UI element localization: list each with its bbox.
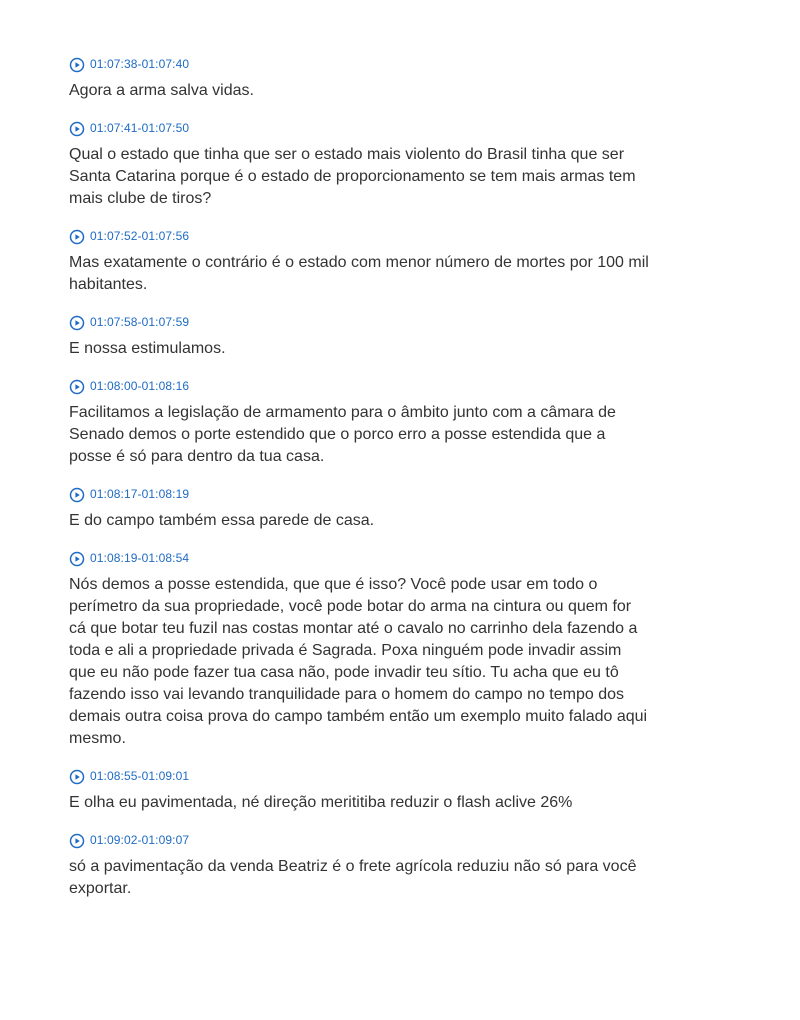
play-circle-icon[interactable]	[69, 551, 85, 567]
transcript	[69, 57, 649, 919]
play-circle-icon[interactable]	[69, 121, 85, 137]
segment-text: E do campo também essa parede de casa.	[69, 512, 375, 529]
transcript-segment	[69, 229, 649, 296]
transcript-segment	[69, 379, 649, 468]
transcript-segment	[69, 487, 649, 532]
timestamp-link[interactable]	[69, 551, 649, 566]
play-circle-icon[interactable]	[69, 229, 85, 245]
timestamp-link[interactable]	[69, 57, 649, 72]
timestamp[interactable]: 01:09:02-01:09:07	[90, 833, 190, 847]
play-circle-icon[interactable]	[69, 487, 85, 503]
transcript-segment	[69, 121, 649, 210]
play-circle-icon[interactable]	[69, 833, 85, 849]
segment-text: Agora a arma salva vidas.	[69, 82, 254, 99]
transcript-segment	[69, 315, 649, 360]
timestamp-link[interactable]	[69, 379, 649, 394]
transcript-segment	[69, 551, 649, 750]
timestamp-link[interactable]	[69, 315, 649, 330]
segment-text: Nós demos a posse estendida, que que é isso? Você pode usar em todo o perímetro da sua propriedade, você pode botar do arma na cintura ou quem for cá que botar teu fuzil nas costas montar até o cavalo no carrinho dela fazendo a toda e ali a propriedade privada é Sagrada. Poxa ninguém pode invadir assim que eu não pode fazer tua casa não, pode invadir teu sítio. Tu acha que eu tô fazendo isso vai levando tranquilidade para o homem do campo no tempo dos demais outra coisa prova do campo também então um exemplo muito falado aqui mesmo.	[69, 576, 648, 747]
play-circle-icon[interactable]	[69, 315, 85, 331]
segment-text: Mas exatamente o contrário é o estado com menor número de mortes por 100 mil habitantes.	[69, 254, 649, 293]
timestamp[interactable]: 01:08:00-01:08:16	[90, 379, 190, 393]
segment-text: E nossa estimulamos.	[69, 340, 226, 357]
segment-text: Qual o estado que tinha que ser o estado mais violento do Brasil tinha que ser Santa Catarina porque é o estado de proporcionamento se tem mais armas tem mais clube de tiros?	[69, 146, 636, 207]
play-circle-icon[interactable]	[69, 57, 85, 73]
timestamp-link[interactable]	[69, 769, 649, 784]
timestamp-link[interactable]	[69, 229, 649, 244]
timestamp[interactable]: 01:08:55-01:09:01	[90, 769, 190, 783]
segment-text: só a pavimentação da venda Beatriz é o frete agrícola reduziu não só para você exportar.	[69, 858, 637, 897]
timestamp[interactable]: 01:07:38-01:07:40	[90, 57, 190, 71]
timestamp-link[interactable]	[69, 833, 649, 848]
segment-text: Facilitamos a legislação de armamento para o âmbito junto com a câmara de Senado demos o porte estendido que o porco erro a posse estendida que a posse é só para dentro da tua casa.	[69, 404, 616, 465]
play-circle-icon[interactable]	[69, 379, 85, 395]
timestamp-link[interactable]	[69, 487, 649, 502]
timestamp[interactable]: 01:08:17-01:08:19	[90, 487, 190, 501]
timestamp[interactable]: 01:07:52-01:07:56	[90, 229, 190, 243]
timestamp[interactable]: 01:07:41-01:07:50	[90, 121, 190, 135]
segment-text: E olha eu pavimentada, né direção merititiba reduzir o flash aclive 26%	[69, 794, 573, 811]
timestamp[interactable]: 01:07:58-01:07:59	[90, 315, 190, 329]
timestamp-link[interactable]	[69, 121, 649, 136]
transcript-segment	[69, 57, 649, 102]
transcript-segment	[69, 769, 649, 814]
play-circle-icon[interactable]	[69, 769, 85, 785]
timestamp[interactable]: 01:08:19-01:08:54	[90, 551, 190, 565]
transcript-segment	[69, 833, 649, 900]
